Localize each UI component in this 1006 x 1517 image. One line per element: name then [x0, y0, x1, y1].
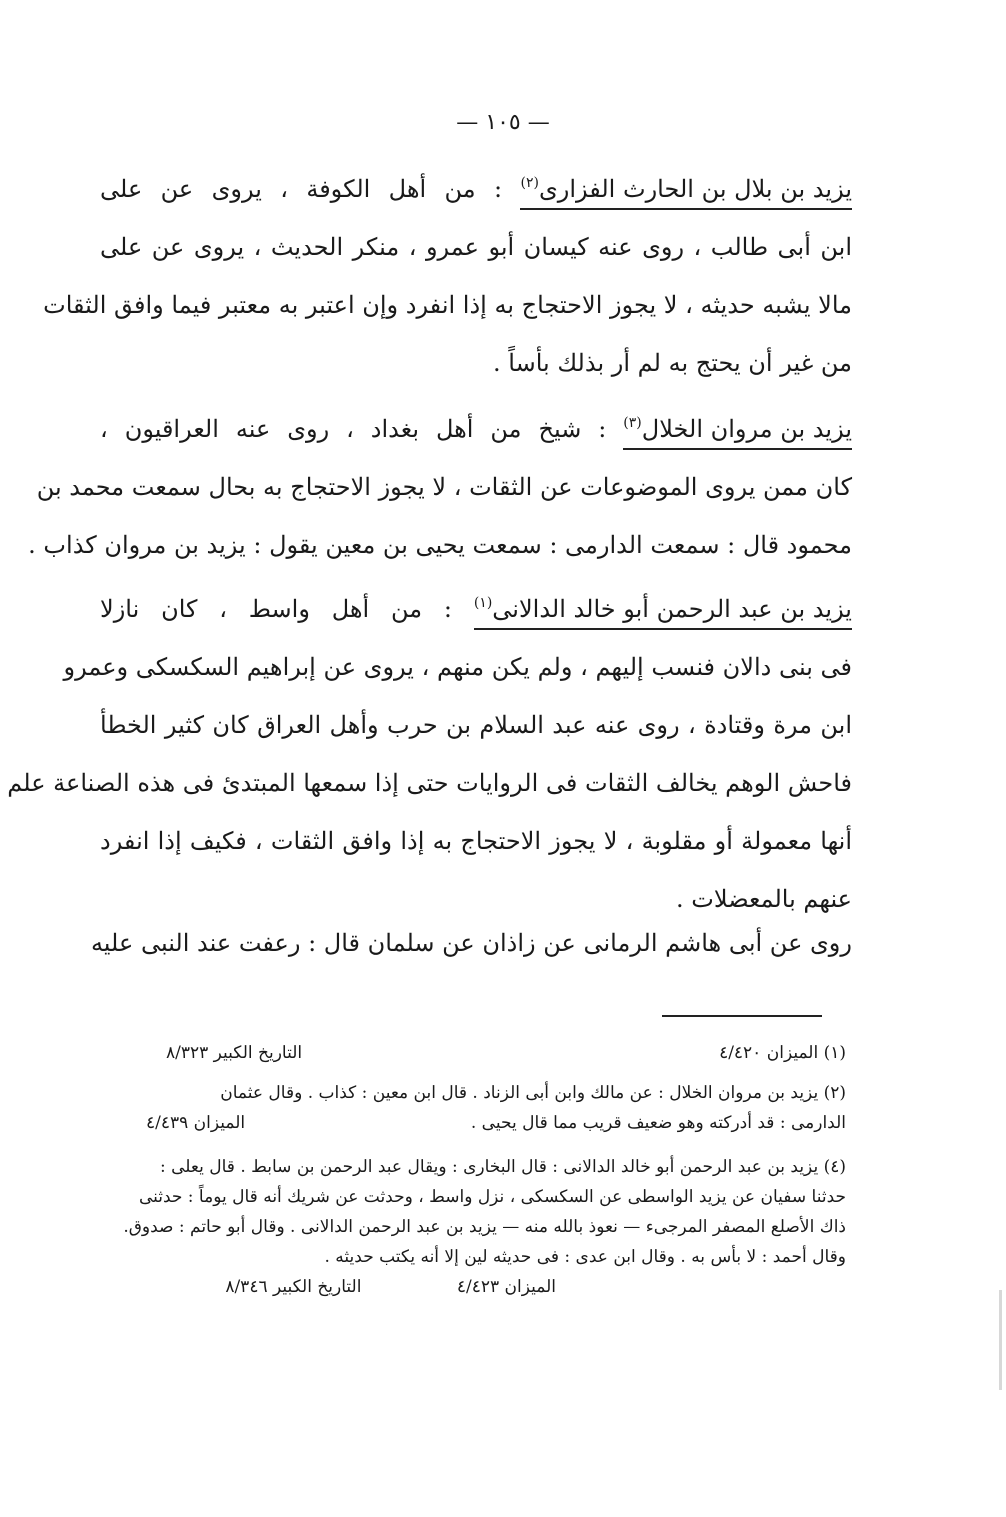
entry-line: فاحش الوهم يخالف الثقات فى الروايات حتى إذا سمعها المبتدئ فى هذه الصناعة علم [7, 769, 852, 797]
footnote-3-ref: التاريخ الكبير ٨/٣٤٦ [225, 1277, 362, 1297]
footnote-2-line: (٢) يزيد بن مروان الخلال : عن مالك وابن أبى الزناد . قال ابن معين : كذاب . وقال عثمان [220, 1083, 846, 1103]
entry-line: ابن مرة وقتادة ، روى عنه عبد السلام بن حرب وأهل العراق كان كثير الخطأ [100, 711, 852, 739]
entry-line: ابن أبى طالب ، روى عنه كيسان أبو عمرو ، منكر الحديث ، يروى عن على [100, 233, 852, 261]
entry-heading [474, 586, 852, 630]
footnote-2 [146, 1078, 846, 1138]
scan-edge-mark [999, 1290, 1002, 1390]
page-number: — ١٠٥ — [456, 110, 550, 135]
entry-line: روى عن أبى هاشم الرمانى عن زاذان عن سلمان قال : رعفت عند النبى عليه [90, 929, 852, 957]
footnote-3-line: (٤) يزيد بن عبد الرحمن أبو خالد الدالانى : قال البخارى : ويقال عبد الرحمن بن سابط . قال يعلى : [160, 1157, 846, 1177]
entry-text: : من أهل واسط ، كان نازلا [100, 595, 474, 623]
entry-line: من غير أن يحتج به لم أر بذلك بأساً . [493, 349, 852, 377]
entry-line [100, 160, 852, 218]
entry-line: مالا يشبه حديثه ، لا يجوز الاحتجاج به إذا انفرد وإن اعتبر به معتبر فيما وافق الثقات [43, 291, 852, 319]
footnote-3 [123, 1152, 846, 1302]
entry-line: فى بنى دالان فنسب إليهم ، ولم يكن منهم ، يروى عن إبراهيم السكسكى وعمرو [63, 653, 852, 681]
entry-heading-text: يزيد بن عبد الرحمن أبو خالد الدالانى [492, 595, 852, 623]
entry-line [100, 580, 852, 638]
entry-hadith-salman [90, 914, 852, 972]
entry-line: عنهم بالمعضلات . [676, 885, 852, 913]
footnote-marker: (٢) [520, 175, 539, 191]
entry-line: كان ممن يروى الموضوعات عن الثقات ، لا يجوز الاحتجاج به بحال سمعت محمد بن [36, 473, 852, 501]
footnote-3-ref: الميزان ٤/٤٢٣ [456, 1277, 556, 1297]
footnote-1-ref: التاريخ الكبير ٨/٣٢٣ [166, 1043, 303, 1063]
entry-text: : من أهل الكوفة ، يروى عن على [100, 175, 521, 203]
footnote-2-line: الدارمى : قد أدركته وهو ضعيف قريب مما قال يحيى . [470, 1113, 846, 1133]
footnote-3-line: وقال أحمد : لا بأس به . وقال ابن عدى : فى حديثه لين إلا أنه يكتب حديثه . [324, 1247, 846, 1267]
entry-heading-text: يزيد بن بلال بن الحارث الفزارى [538, 175, 852, 203]
footnote-marker: (٣) [623, 415, 642, 431]
entry-heading [623, 406, 852, 450]
entry-yazid-bin-marwan [28, 400, 852, 574]
entry-heading [520, 166, 852, 210]
footnote-1 [166, 1038, 846, 1068]
footnote-marker: (١) [473, 595, 493, 611]
footnote-1-text: (١) الميزان ٤/٤٢٠ [719, 1043, 846, 1063]
footnote-3-refs [146, 1272, 846, 1302]
entry-yazid-bin-abd-al-rahman [7, 580, 852, 928]
footnote-3-line: ذاك الأصلع المصفر المرجىء — نعوذ بالله منه — يزيد بن عبد الرحمن الدالانى . وقال أبو حاتم : صدوق. [123, 1217, 846, 1237]
entry-line [100, 400, 852, 458]
footnote-3-line: حدثنا سفيان عن يزيد الواسطى عن السكسكى ، نزل واسط ، وحدثت عن شريك أنه قال يوماً : حدثنى [138, 1187, 846, 1207]
entry-line: محمود قال : سمعت الدارمى : سمعت يحيى بن معين يقول : يزيد بن مروان كذاب . [28, 531, 852, 559]
entry-yazid-bin-bilal [43, 160, 852, 392]
entry-line: أنها معمولة أو مقلوبة ، لا يجوز الاحتجاج به إذا وافق الثقات ، فكيف إذا انفرد [100, 827, 852, 855]
footnote-separator [662, 1015, 822, 1017]
entry-heading-text: يزيد بن مروان الخلال [641, 415, 852, 443]
footnote-2-ref: الميزان ٤/٤٣٩ [146, 1113, 246, 1133]
entry-text: : شيخ من أهل بغداد ، روى عنه العراقيون ، [100, 415, 624, 443]
